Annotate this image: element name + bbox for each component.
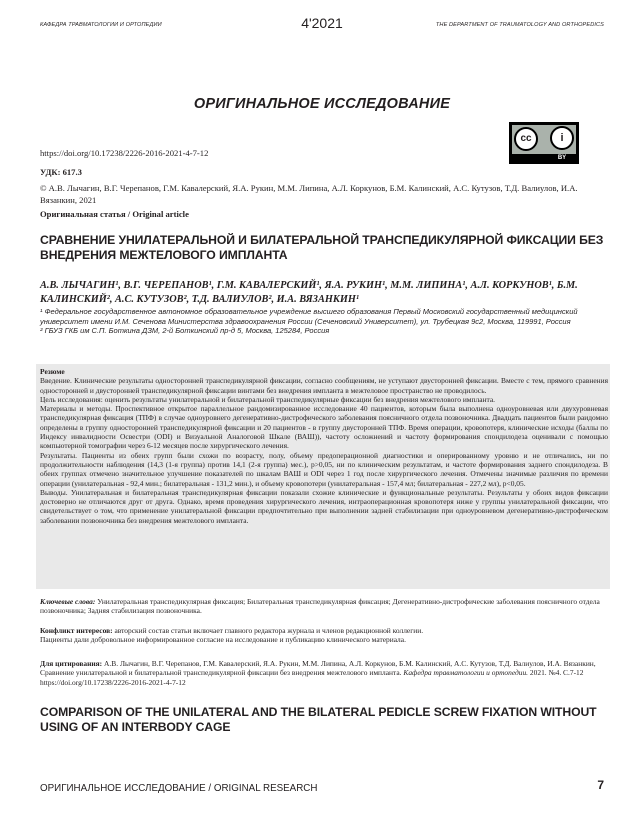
copyright-line: © А.В. Лычагин, В.Г. Черепанов, Г.М. Кавалерский, Я.А. Рукин, М.М. Липина, А.Л. Коркунов, Б.М. Калинский, А.С. Кутузов, Т.Д. Валиулов, И.А. Вязанкин, 2021 [40,183,578,205]
conflict-label: Конфликт интересов: [40,626,113,635]
citation [40,659,606,687]
abstract-label: Резюме [40,367,65,376]
page-number: 7 [597,778,604,792]
article-type: Оригинальная статья / Original article [40,209,189,219]
abstract-results: Результаты. Пациенты из обеих групп были схожи по возрасту, полу, объему предоперационной диагностики и оперированному уровню и не отличались, ни по продолжительности наблюдения (14,3 (1-я группа) против 14,1 (2-я группа) мес.), p>0,05, ни по клиническим результатам, и частоте формирования заднего спондилодеза. В обеих группах отмечено значительное улучшение показателей по шкалам ВАШ и ODI через 1 год после хирургического лечения. Отмечены значимые различия по времени операции (унилатеральная - 92,4 мин.; билатеральная - 131,2 мин.), и объему кровопотери (унилатеральная - 157,4 мл; билатеральная - 227,2 мл), p<0,05. [40,450,608,488]
affiliations [40,307,606,336]
author-list: А.В. ЛЫЧАГИН¹, В.Г. ЧЕРЕПАНОВ¹, Г.М. КАВАЛЕРСКИЙ¹, Я.А. РУКИН¹, М.М. ЛИПИНА¹, А.Л. КОРКУНОВ¹, Б.М. КАЛИНСКИЙ², А.С. КУТУЗОВ², Т.Д. ВАЛИУЛОВ², И.А. ВЯЗАНКИН¹ [40,280,578,305]
citation-label: Для цитирования: [40,659,103,668]
doi-link[interactable]: https://doi.org/10.17238/2226-2016-2021-4-7-12 [40,148,209,158]
abstract-introduction: Введение. Клинические результаты односторонней транспедикулярной фиксации, согласно сообщениям, не уступают двусторонней фиксации. Вместе с тем, прямого сравнения односторонней и двусторонней транспедикулярной фиксации винтами без внедрения импланта в межтеловое пространство не проводилось. [40,376,608,395]
section-title: ОРИГИНАЛЬНОЕ ИССЛЕДОВАНИЕ [193,96,451,112]
running-header-right: THE DEPARTMENT OF TRAUMATOLOGY AND ORTHOPEDICS [435,22,604,28]
affiliation-2: ² ГБУЗ ГКБ им С.П. Боткина ДЗМ, 2-й Боткинский пр-д 5, Москва, 125284, Россия [40,326,330,336]
keywords [40,597,606,616]
cc-icon: cc [514,127,538,151]
abstract-methods: Материалы и методы. Проспективное открытое параллельное рандомизированное исследование 40 пациентов, которым была выполнена одноуровневая или двухуровневая транспедикулярная фиксация (ТПФ) в случае одноуровнего дегенеративно-дистрофического заболевания поясничного отдела позвоночника. Двадцать пациентов были раидомно определены в группу односторонней транспедикулярной фиксации и 20 пациентов - в группу двусторонней ТПФ. Время операции, кровопотеря, клинические исходы (баллы по Индексу инвалидности Освестри (ODI) и Визуальной Аналоговой Шкале (ВАШ)), частоту осложнений и частоту формирования спондилодеза оценивали с помощью компьютерной томографии через 6-12 месяцев после хирургического лечения. [40,404,608,451]
udk-code: УДК: 617.3 [40,167,82,177]
citation-tail: 2021. №4. С.7-12 https://doi.org/10.17238/2226-2016-2021-4-7-12 [40,668,584,687]
abstract-conclusions: Выводы. Унилатеральная и билатеральная транспедикулярная фиксации показали схожие клинические и функциональные результаты. Результаты у обоих видов фиксации достоверно не отличаются друг от друга. Однако, время проведения хирургического лечения, интраоперационная кровопотеря ниже у группы унилатеральной фиксации, что свидетельствует о том, что применение унилатеральной фиксации предпочтительно при выполнении задней стабилизации при одноуровневом дегенеративно-дистрофическом заболевании позвоночника без внедрения межтелового импланта. [40,487,608,525]
conflict-of-interest [40,626,606,645]
consent-statement: Пациенты дали добровольное информированное согласие на исследование и публикацию клинического материала. [40,635,406,645]
attribution-person-icon: i [550,126,574,150]
license-by-label: BY [557,155,567,161]
issue-number: 4'2021 [301,15,343,31]
footer-section-label: ОРИГИНАЛЬНОЕ ИССЛЕДОВАНИЕ / ORIGINAL RESEARCH [40,783,318,794]
abstract-aim: Цель исследования: оценить результаты унилатеральной и билатеральной транспедикулярные фиксации без внедрения межтелового импланта. [40,394,495,404]
keywords-text: Унилатеральная транспедикулярная фиксация; Билатеральная транспедикулярная фиксация; Дегенеративно-дистрофические заболевания поясничного отдела позвоночника; Задняя стабилизация позвоночника. [40,597,600,616]
keywords-label: Ключевые слова: [40,597,96,606]
cc-by-license-badge [509,122,579,164]
running-header-left: КАФЕДРА ТРАВМАТОЛОГИИ И ОРТОПЕДИИ [40,22,162,28]
affiliation-1: ¹ Федеральное государственное автономное образовательное учреждение высшего образования Первый Московский государственный медицинский университет имени И.М. Сеченова Министерства здравоохранения России (Сеченовский Университет), ул. Трубецкая 9с2, Москва, 119991, Россия [40,307,578,326]
citation-text: А.В. Лычагин, В.Г. Черепанов, Г.М. Кавалерский, Я.А. Рукин, М.М. Липина, А.Л. Коркунов, Б.М. Калинский, А.С. Кутузов, Т.Д. Валиулов, И.А. Вязанкин, Сравнение унилатеральной и билатеральной транспедикулярной фиксации без внедрения межтелового импланта. [40,659,596,678]
article-title-en: COMPARISON OF THE UNILATERAL AND THE BILATERAL PEDICLE SCREW FIXATION WITHOUT USING OF AN INTERBODY CAGE [40,705,597,734]
citation-journal: Кафедра травматологии и ортопедии. [403,668,529,678]
abstract [40,367,608,525]
conflict-text: авторский состав статьи включает главного редактора журнала и членов редакционной коллегии. [112,626,424,635]
article-title-ru: СРАВНЕНИЕ УНИЛАТЕРАЛЬНОЙ И БИЛАТЕРАЛЬНОЙ ТРАНСПЕДИКУЛЯРНОЙ ФИКСАЦИИ БЕЗ ВНЕДРЕНИЯ МЕЖТЕЛОВОГО ИМПЛАНТА [40,233,604,262]
